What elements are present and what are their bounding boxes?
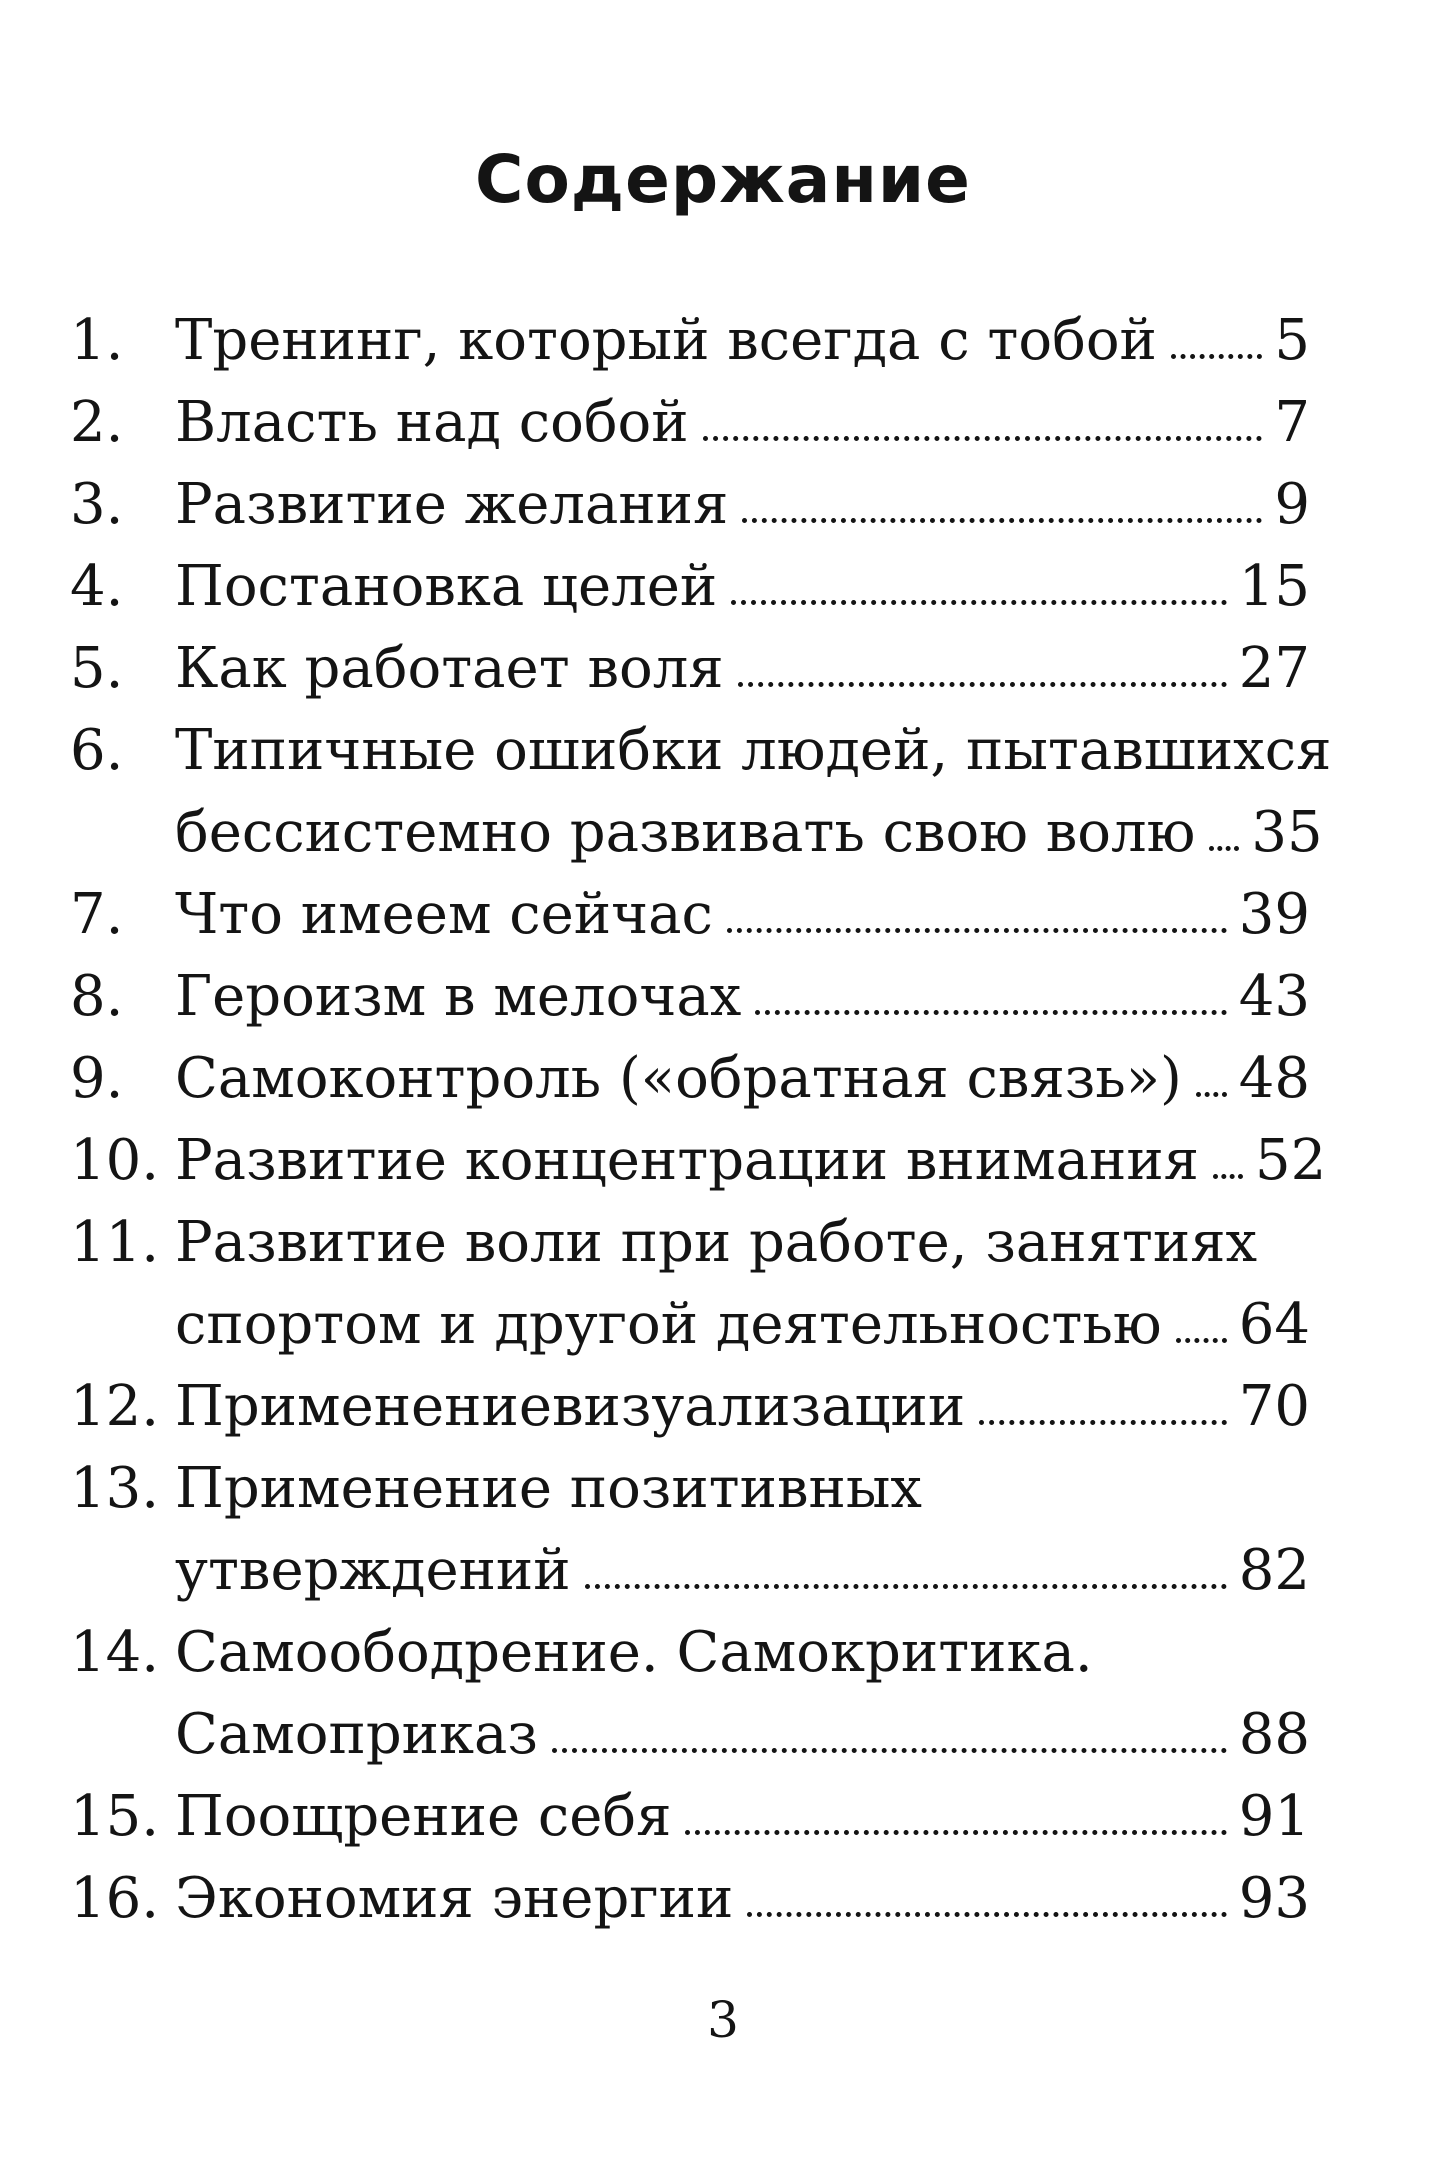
dot-leader — [747, 1871, 1226, 1927]
toc-entry — [70, 1776, 1310, 1858]
toc-entry — [70, 628, 1310, 710]
toc-entry-line — [175, 1038, 1310, 1120]
toc-entry-line — [175, 628, 1310, 710]
toc-entry-page: 91 — [1238, 1784, 1310, 1849]
toc-entry-body — [175, 874, 1310, 956]
toc-entry-body — [175, 1858, 1310, 1940]
dot-leader — [731, 559, 1227, 615]
toc-entry-line — [175, 1120, 1327, 1202]
toc-entry-number: 9. — [70, 1046, 124, 1111]
toc-entry — [70, 1038, 1310, 1120]
page-title: Содержание — [475, 141, 971, 218]
toc-entry-line — [175, 1530, 1310, 1612]
toc-entry-number: 10. — [70, 1128, 160, 1193]
toc-entry-title: Экономия энергии — [175, 1866, 734, 1931]
dot-leader — [703, 395, 1263, 451]
page-number: 3 — [707, 1991, 739, 2049]
toc-entry-body — [175, 710, 1332, 874]
toc-entry-body — [175, 1120, 1327, 1202]
dot-leader — [1171, 313, 1263, 369]
toc-entry-title: Героизм в мелочах — [175, 964, 742, 1029]
toc-entry-page: 64 — [1238, 1292, 1310, 1357]
toc-entry-number: 14. — [70, 1620, 160, 1685]
dot-leader — [742, 477, 1262, 533]
toc-entry-line — [175, 1202, 1310, 1284]
toc-entry-title: Поощрение себя — [175, 1784, 672, 1849]
dot-leader — [1196, 1051, 1227, 1107]
toc-entry-number: 16. — [70, 1866, 160, 1931]
toc-entry-title: Развитие воли при работе, занятиях — [175, 1210, 1258, 1275]
toc-entry-page: 27 — [1238, 636, 1310, 701]
toc-entry-title: Типичные ошибки людей, пытавшихся — [175, 718, 1332, 783]
toc-entry-line — [175, 1448, 1310, 1530]
dot-leader — [1176, 1297, 1227, 1353]
toc-entry — [70, 710, 1332, 874]
toc-entry-title: бессистемно развивать свою волю — [175, 800, 1196, 865]
dot-leader — [979, 1379, 1227, 1435]
toc-entry-title: Развитие концентрации внимания — [175, 1128, 1199, 1193]
toc-entry-page: 5 — [1274, 308, 1310, 373]
toc-entry-title: Развитие желания — [175, 472, 729, 537]
toc-entry-body — [175, 300, 1310, 382]
dot-leader — [685, 1789, 1226, 1845]
toc-entry-page: 93 — [1238, 1866, 1310, 1931]
toc-entry-body — [175, 1448, 1310, 1612]
dot-leader — [738, 641, 1227, 697]
toc-entry-page: 7 — [1274, 390, 1310, 455]
toc-entry-title: утверждений — [175, 1538, 571, 1603]
toc-entry-line — [175, 710, 1332, 792]
toc-entry-title: Применение позитивных — [175, 1456, 922, 1521]
toc-entry-number: 8. — [70, 964, 124, 1029]
toc-entry — [70, 1366, 1310, 1448]
toc-entry-body — [175, 1612, 1310, 1776]
toc-entry-line — [175, 1284, 1310, 1366]
toc-entry-page: 82 — [1238, 1538, 1310, 1603]
table-of-contents — [70, 300, 1332, 1940]
toc-entry-body — [175, 628, 1310, 710]
toc-entry-number: 3. — [70, 472, 124, 537]
toc-entry-line — [175, 1366, 1310, 1448]
toc-entry-line — [175, 956, 1310, 1038]
toc-entry — [70, 956, 1310, 1038]
toc-entry — [70, 546, 1310, 628]
toc-entry-body — [175, 1038, 1310, 1120]
toc-entry-number: 5. — [70, 636, 124, 701]
toc-entry-body — [175, 1366, 1310, 1448]
toc-entry-page: 35 — [1251, 800, 1323, 865]
toc-entry-number: 15. — [70, 1784, 160, 1849]
toc-entry — [70, 1448, 1310, 1612]
toc-entry-line — [175, 1694, 1310, 1776]
toc-entry-number: 11. — [70, 1210, 160, 1275]
toc-entry-body — [175, 464, 1310, 546]
toc-entry-number: 13. — [70, 1456, 160, 1521]
toc-entry-title: Самоконтроль («обратная связь») — [175, 1046, 1182, 1111]
toc-entry — [70, 874, 1310, 956]
toc-entry-title: Применениевизуализации — [175, 1374, 966, 1439]
dot-leader — [755, 969, 1226, 1025]
dot-leader — [552, 1707, 1227, 1763]
toc-entry-line — [175, 382, 1310, 464]
toc-entry-title: Самоободрение. Самокритика. — [175, 1620, 1093, 1685]
toc-entry-line — [175, 1858, 1310, 1940]
toc-entry-number: 4. — [70, 554, 124, 619]
dot-leader — [585, 1543, 1227, 1599]
toc-entry-body — [175, 382, 1310, 464]
toc-entry-page: 39 — [1238, 882, 1310, 947]
toc-entry-line — [175, 464, 1310, 546]
toc-entry — [70, 1120, 1327, 1202]
toc-entry-line — [175, 546, 1310, 628]
toc-entry-page: 52 — [1255, 1128, 1327, 1193]
toc-entry — [70, 382, 1310, 464]
toc-entry-number: 6. — [70, 718, 124, 783]
dot-leader — [727, 887, 1227, 943]
toc-entry-title: Тренинг, который всегда с тобой — [175, 308, 1157, 373]
toc-entry-title: Как работает воля — [175, 636, 724, 701]
toc-entry-body — [175, 1202, 1310, 1366]
toc-entry-line — [175, 1612, 1310, 1694]
toc-entry-body — [175, 1776, 1310, 1858]
toc-entry-title: Власть над собой — [175, 390, 689, 455]
toc-entry-number: 12. — [70, 1374, 160, 1439]
toc-entry-line — [175, 792, 1323, 874]
toc-entry — [70, 300, 1310, 382]
toc-entry-body — [175, 546, 1310, 628]
toc-entry-title: спортом и другой деятельностью — [175, 1292, 1162, 1357]
toc-entry-body — [175, 956, 1310, 1038]
toc-entry-page: 48 — [1238, 1046, 1310, 1111]
toc-entry-page: 15 — [1238, 554, 1310, 619]
toc-entry-number: 1. — [70, 308, 124, 373]
toc-entry — [70, 464, 1310, 546]
toc-entry-title: Что имеем сейчас — [175, 882, 713, 947]
toc-entry-line — [175, 1776, 1310, 1858]
toc-entry-line — [175, 300, 1310, 382]
toc-entry-title: Постановка целей — [175, 554, 718, 619]
toc-entry-line — [175, 874, 1310, 956]
toc-entry-page: 9 — [1274, 472, 1310, 537]
dot-leader — [1209, 805, 1239, 861]
toc-entry-page: 43 — [1238, 964, 1310, 1029]
toc-entry-number: 2. — [70, 390, 124, 455]
dot-leader — [1213, 1133, 1243, 1189]
toc-entry-number: 7. — [70, 882, 124, 947]
toc-entry-title: Самоприказ — [175, 1702, 538, 1767]
toc-entry-page: 88 — [1238, 1702, 1310, 1767]
toc-entry — [70, 1612, 1310, 1776]
toc-entry — [70, 1858, 1310, 1940]
toc-entry-page: 70 — [1238, 1374, 1310, 1439]
toc-entry — [70, 1202, 1310, 1366]
